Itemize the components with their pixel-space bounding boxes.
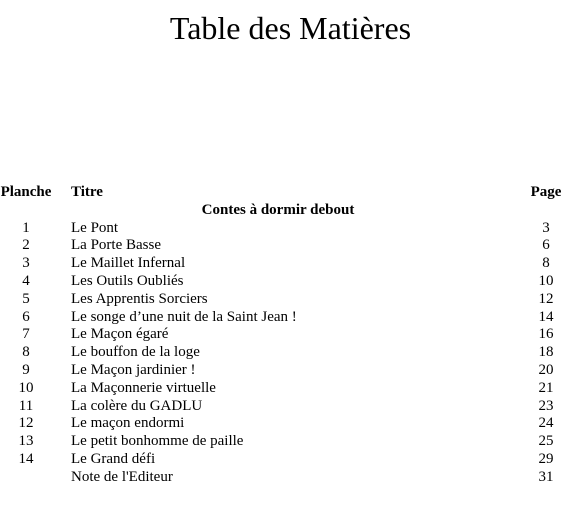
toc-rows: [0, 220, 581, 487]
entry-title: Le Pont: [71, 219, 119, 236]
table-header-row: [0, 184, 581, 202]
header-page: Page: [530, 184, 562, 200]
entry-title: Le bouffon de la loge: [71, 344, 200, 361]
entry-title: Les Outils Oubliés: [71, 272, 184, 289]
toc-row: [0, 380, 581, 398]
page-number: 29: [538, 450, 554, 467]
entry-title: La Maçonnerie virtuelle: [71, 379, 216, 396]
header-titre: Titre: [71, 184, 103, 200]
planche-number: 13: [18, 433, 34, 450]
entry-title: Les Apprentis Sorciers: [71, 290, 208, 307]
planche-number: 3: [22, 255, 30, 272]
entry-title: Le maçon endormi: [71, 415, 185, 432]
planche-number: 6: [22, 308, 30, 325]
page-number: 8: [542, 255, 550, 272]
toc-row: [0, 326, 581, 344]
toc-row: [0, 398, 581, 416]
toc-row: [0, 237, 581, 255]
planche-number: 1: [22, 219, 30, 236]
page-number: 3: [542, 219, 550, 236]
table-of-contents: [0, 184, 581, 487]
toc-row: [0, 362, 581, 380]
entry-title: Le Grand défi: [71, 450, 156, 467]
section-heading: Contes à dormir debout: [201, 201, 355, 218]
entry-title: Le Maçon égaré: [71, 326, 169, 343]
toc-row: [0, 451, 581, 469]
page-number: 23: [538, 397, 554, 414]
toc-row: [0, 255, 581, 273]
planche-number: 9: [22, 361, 30, 378]
planche-number: 5: [22, 290, 30, 307]
page-number: 18: [538, 344, 554, 361]
entry-title: Le songe d’une nuit de la Saint Jean !: [71, 308, 297, 325]
entry-title: Le Maillet Infernal: [71, 255, 186, 272]
page-number: 21: [538, 379, 554, 396]
planche-number: 10: [18, 379, 34, 396]
toc-row: [0, 433, 581, 451]
toc-row: [0, 291, 581, 309]
planche-number: 8: [22, 344, 30, 361]
entry-title: Le Maçon jardinier !: [71, 361, 196, 378]
entry-title: La colère du GADLU: [71, 397, 203, 414]
toc-row: [0, 220, 581, 238]
toc-row: [0, 469, 581, 487]
planche-number: 14: [18, 450, 34, 467]
page-title: Table des Matières: [169, 10, 412, 46]
planche-number: 12: [18, 415, 34, 432]
toc-row: [0, 344, 581, 362]
entry-title: La Porte Basse: [71, 237, 161, 254]
toc-row: [0, 273, 581, 291]
page-number: 12: [538, 290, 554, 307]
page-number: 14: [538, 308, 554, 325]
planche-number: 2: [22, 237, 30, 254]
page-number: 31: [538, 468, 554, 485]
entry-title: Le petit bonhomme de paille: [71, 433, 244, 450]
toc-row: [0, 309, 581, 327]
planche-number: 4: [22, 272, 30, 289]
planche-number: 7: [22, 326, 30, 343]
page-number: 24: [538, 415, 554, 432]
page-number: 10: [538, 272, 554, 289]
toc-row: [0, 415, 581, 433]
entry-title: Note de l'Editeur: [71, 468, 173, 485]
page-number: 20: [538, 361, 554, 378]
header-planche: Planche: [0, 184, 52, 200]
page-number: 6: [542, 237, 550, 254]
page-number: 16: [538, 326, 554, 343]
planche-number: 11: [18, 397, 34, 414]
page-number: 25: [538, 433, 554, 450]
